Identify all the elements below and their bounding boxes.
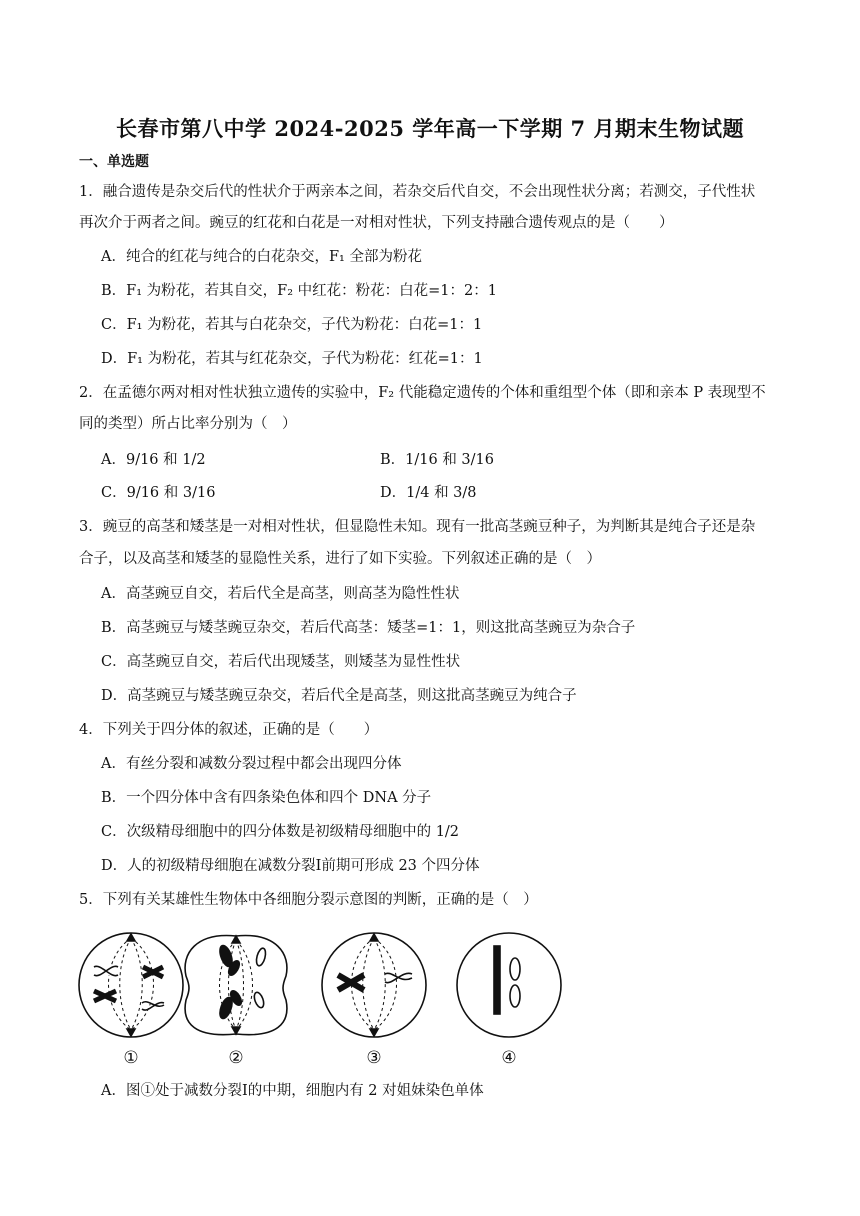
question-5-option-a: A．图①处于减数分裂Ⅰ的中期，细胞内有 2 对姐妹染色单体 [101,1083,484,1099]
section-heading: 一、单选题 [79,154,149,170]
figure-label-2: ② [228,1048,244,1068]
question-1-stem-line-1: 1．融合遗传是杂交后代的性状介于两亲本之间，若杂交后代自交，不会出现性状分离；若测交，子代性状 [79,184,756,200]
figure-label-4: ④ [501,1048,517,1068]
cell-4-diagram [457,933,561,1037]
question-1-stem-line-2: 再次介于两者之间。豌豆的红花和白花是一对相对性状，下列支持融合遗传观点的是（ ） [79,215,674,231]
question-4-stem: 4．下列关于四分体的叙述，正确的是（ ） [79,722,379,738]
question-3-option-a: A．高茎豌豆自交，若后代全是高茎，则高茎为隐性性状 [101,586,460,602]
question-3-option-c: C．高茎豌豆自交，若后代出现矮茎，则矮茎为显性性状 [101,654,461,670]
question-2-stem-line-2: 同的类型）所占比率分别为（ ） [79,416,297,432]
question-2-option-c: C．9/16 和 3/16 [101,485,216,501]
question-1-option-d: D．F₁ 为粉花，若其与红花杂交，子代为粉花：红花=1：1 [101,351,483,367]
question-3-stem-line-1: 3．豌豆的高茎和矮茎是一对相对性状，但显隐性未知。现有一批高茎豌豆种子，为判断其是纯合子还是杂 [79,519,756,535]
question-5-stem: 5．下列有关某雄性生物体中各细胞分裂示意图的判断，正确的是（ ） [79,892,538,908]
question-3-stem-line-2: 合子，以及高茎和矮茎的显隐性关系，进行了如下实验。下列叙述正确的是（ ） [79,551,601,567]
exam-title: 长春市第八中学 2024-2025 学年高一下学期 7 月期末生物试题 [116,116,744,141]
question-2-option-d: D．1/4 和 3/8 [380,485,477,501]
question-1-option-b: B．F₁ 为粉花，若其自交，F₂ 中红花：粉花：白花=1：2：1 [101,283,497,299]
question-3-option-d: D．高茎豌豆与矮茎豌豆杂交，若后代全是高茎，则这批高茎豌豆为纯合子 [101,688,577,704]
question-4-option-c: C．次级精母细胞中的四分体数是初级精母细胞中的 1/2 [101,824,460,840]
question-4-option-a: A．有丝分裂和减数分裂过程中都会出现四分体 [101,756,402,772]
cell-2-diagram [185,936,287,1035]
cell-3-diagram [322,933,426,1037]
question-4-option-d: D．人的初级精母细胞在减数分裂Ⅰ前期可形成 23 个四分体 [101,858,480,874]
question-3-option-b: B．高茎豌豆与矮茎豌豆杂交，若后代高茎：矮茎=1：1，则这批高茎豌豆为杂合子 [101,620,636,636]
figure-label-1: ① [123,1048,139,1068]
question-2-option-a: A．9/16 和 1/2 [101,452,206,468]
question-2-stem-line-1: 2．在孟德尔两对相对性状独立遗传的实验中，F₂ 代能稳定遗传的个体和重组型个体（即和亲本 P 表现型不 [79,385,766,401]
question-1-option-a: A．纯合的红花与纯合的白花杂交，F₁ 全部为粉花 [101,249,422,265]
question-2-option-b: B．1/16 和 3/16 [380,452,494,468]
cell-1-diagram [79,933,183,1037]
question-4-option-b: B．一个四分体中含有四条染色体和四个 DNA 分子 [101,790,432,806]
question-1-option-c: C．F₁ 为粉花，若其与白花杂交，子代为粉花：白花=1：1 [101,317,483,333]
cell-division-figure [76,924,568,1072]
figure-label-3: ③ [366,1048,382,1068]
